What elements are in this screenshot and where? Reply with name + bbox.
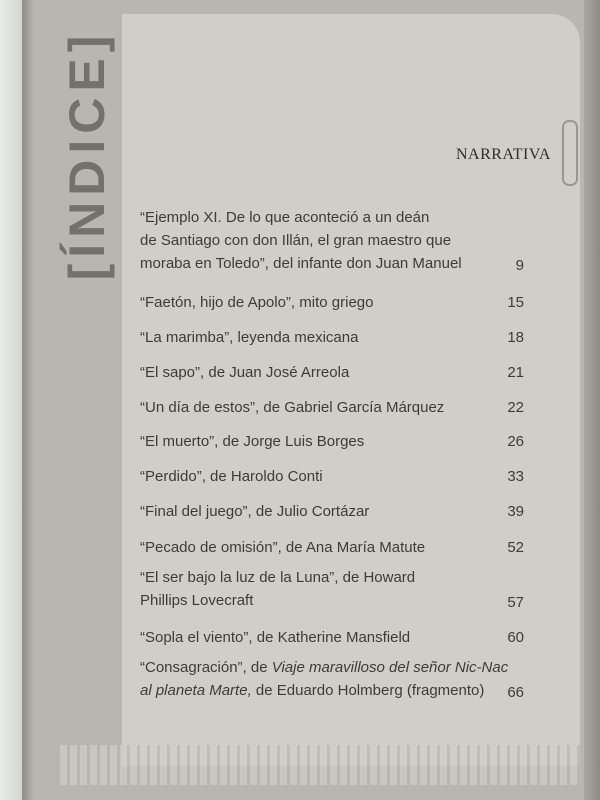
panel-brush-edge bbox=[60, 745, 580, 785]
toc-page-number: 15 bbox=[507, 294, 524, 311]
toc-entry-text: “Consagración”, de bbox=[140, 659, 272, 676]
toc-page-number: 57 bbox=[507, 594, 524, 611]
toc-entry-line bbox=[140, 206, 530, 229]
toc-entry-text: “Pecado de omisión”, de Ana María Matute bbox=[140, 539, 426, 556]
section-heading: NARRATIVA bbox=[456, 146, 551, 163]
toc-entry-text: “Perdido”, de Haroldo Conti bbox=[140, 468, 323, 485]
toc-entry-text: “El ser bajo la luz de la Luna”, de Howard bbox=[140, 569, 416, 586]
toc-entry-text: moraba en Toledo”, del infante don Juan Manuel bbox=[140, 255, 462, 272]
toc-entry-text: al planeta Marte, bbox=[140, 682, 252, 699]
toc-entry-line bbox=[140, 430, 530, 453]
toc-entry-line bbox=[140, 291, 530, 314]
toc-entry bbox=[140, 361, 530, 384]
toc-entry bbox=[140, 326, 530, 349]
book-gutter bbox=[22, 0, 34, 800]
adjacent-page bbox=[0, 0, 22, 800]
toc-entry bbox=[140, 566, 530, 612]
toc-entry-text: de Santiago con don Illán, el gran maestro que bbox=[140, 232, 452, 249]
paperclip-icon bbox=[562, 120, 578, 186]
toc-page-number: 9 bbox=[515, 257, 524, 274]
toc-entry-text: Viaje maravilloso del señor Nic-Nac bbox=[271, 659, 509, 676]
toc-page-number: 22 bbox=[507, 399, 524, 416]
toc-entry-line bbox=[140, 536, 530, 559]
toc-entry bbox=[140, 430, 530, 453]
toc-entry-text: “El sapo”, de Juan José Arreola bbox=[140, 364, 350, 381]
toc-entry bbox=[140, 656, 530, 702]
toc-entry-line bbox=[140, 656, 530, 679]
toc-page-number: 26 bbox=[507, 433, 524, 450]
toc-page-number: 66 bbox=[507, 684, 524, 701]
toc-entry-text: “Un día de estos”, de Gabriel García Márquez bbox=[140, 399, 445, 416]
toc-entry bbox=[140, 291, 530, 314]
toc-entry-text: “El muerto”, de Jorge Luis Borges bbox=[140, 433, 365, 450]
toc-entry-line bbox=[140, 679, 530, 702]
toc-entry-line bbox=[140, 626, 530, 649]
toc-entry-line bbox=[140, 396, 530, 419]
toc-entry-line bbox=[140, 465, 530, 488]
toc-entry-line bbox=[140, 326, 530, 349]
toc-entry-text: “La marimba”, leyenda mexicana bbox=[140, 329, 359, 346]
toc-entry-line bbox=[140, 252, 530, 275]
toc-entry bbox=[140, 500, 530, 523]
toc-page-number: 60 bbox=[507, 629, 524, 646]
toc-entry bbox=[140, 396, 530, 419]
toc-entry-line bbox=[140, 229, 530, 252]
toc-entry bbox=[140, 206, 530, 275]
toc-entry-text: “Faetón, hijo de Apolo”, mito griego bbox=[140, 294, 374, 311]
toc-entry-text: de Eduardo Holmberg (fragmento) bbox=[251, 682, 485, 699]
toc-entry-line bbox=[140, 566, 530, 589]
index-panel bbox=[122, 14, 580, 766]
toc-entry bbox=[140, 465, 530, 488]
toc-entry-line bbox=[140, 361, 530, 384]
page-edge bbox=[584, 0, 600, 800]
toc-entry-line bbox=[140, 500, 530, 523]
toc-entry-text: “Sopla el viento”, de Katherine Mansfield bbox=[140, 629, 411, 646]
toc-page-number: 33 bbox=[507, 468, 524, 485]
toc-page-number: 39 bbox=[507, 503, 524, 520]
toc-entry bbox=[140, 536, 530, 559]
toc-entry bbox=[140, 626, 530, 649]
index-title: [ÍNDICE] bbox=[59, 29, 115, 281]
toc-entry-text: “Ejemplo XI. De lo que aconteció a un deán bbox=[140, 209, 430, 226]
toc-page-number: 21 bbox=[507, 364, 524, 381]
toc-entry-text: “Final del juego”, de Julio Cortázar bbox=[140, 503, 370, 520]
toc-entry-text: Phillips Lovecraft bbox=[140, 592, 254, 609]
toc-page-number: 18 bbox=[507, 329, 524, 346]
toc-entry-line bbox=[140, 589, 530, 612]
toc-page-number: 52 bbox=[507, 539, 524, 556]
